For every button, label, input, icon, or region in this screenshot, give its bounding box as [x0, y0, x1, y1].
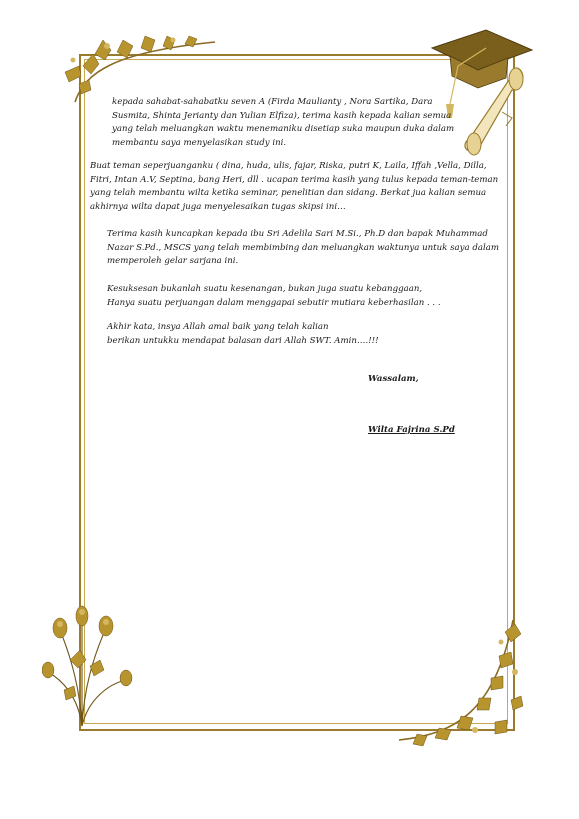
text-line: Fitri, Intan A.V, Septina, bang Heri, dll . ucapan terima kasih yang tulus kepada teman-teman [90, 174, 499, 185]
text-line: kepada sahabat-sahabatku seven A (Firda Maulianty , Nora Sartika, Dara [112, 97, 433, 107]
text-line: Hanya suatu perjuangan dalam menggapai sebutir mutiara keberhasilan . . . [107, 297, 441, 308]
paragraph-friends-seven-a [112, 96, 454, 150]
vine-ornament-bottom-right [395, 612, 530, 752]
text-line: Terima kasih kuncapkan kepada ibu Sri Adelila Sari M.Si., Ph.D dan bapak Muhammad [107, 229, 488, 239]
paragraph-supervisors [107, 228, 499, 269]
paragraph-classmates [90, 160, 498, 214]
text-line: yang telah membantu wilta ketika seminar, penelitian dan sidang. Berkat jua kalian semua [90, 188, 487, 199]
text-line: membantu saya menyelasikan study ini. [112, 137, 287, 148]
text-line: Akhir kata, insya Allah amal baik yang telah kalian [107, 322, 329, 332]
paragraph-closing-words [107, 321, 379, 348]
text-line: yang telah meluangkan waktu menemaniku disetiap suka maupun duka dalam [112, 124, 455, 135]
text-line: Nazar S.Pd., MSCS yang telah membimbing dan meluangkan waktunya untuk saya dalam [107, 242, 500, 253]
diploma-scroll-icon [462, 62, 532, 162]
text-line: memperoleh gelar sarjana ini. [107, 256, 239, 267]
text-line: Buat teman seperjuanganku ( dina, huda, ulis, fajar, Riska, putri K, Laila, Iffah ,Vella, Dilla, [90, 161, 487, 171]
flower-bouquet-icon [42, 600, 137, 730]
paragraph-quote [107, 283, 441, 310]
closing-salutation: Wassalam, [368, 374, 419, 384]
text-line: Susmita, Shinta Jerianty dan Yulian Elfiza), terima kasih kepada kalian semua [112, 110, 452, 121]
text-line: akhirnya wilta dapat juga menyelesaikan tugas skipsi ini… [90, 201, 346, 212]
text-line: berikan untukku mendapat balasan dari Allah SWT. Amin….!!! [107, 335, 379, 346]
signature-name: Wilta Fajrina S.Pd [368, 425, 455, 435]
text-line: Kesuksesan bukanlah suatu kesenangan, bukan juga suatu kebanggaan, [107, 284, 423, 294]
